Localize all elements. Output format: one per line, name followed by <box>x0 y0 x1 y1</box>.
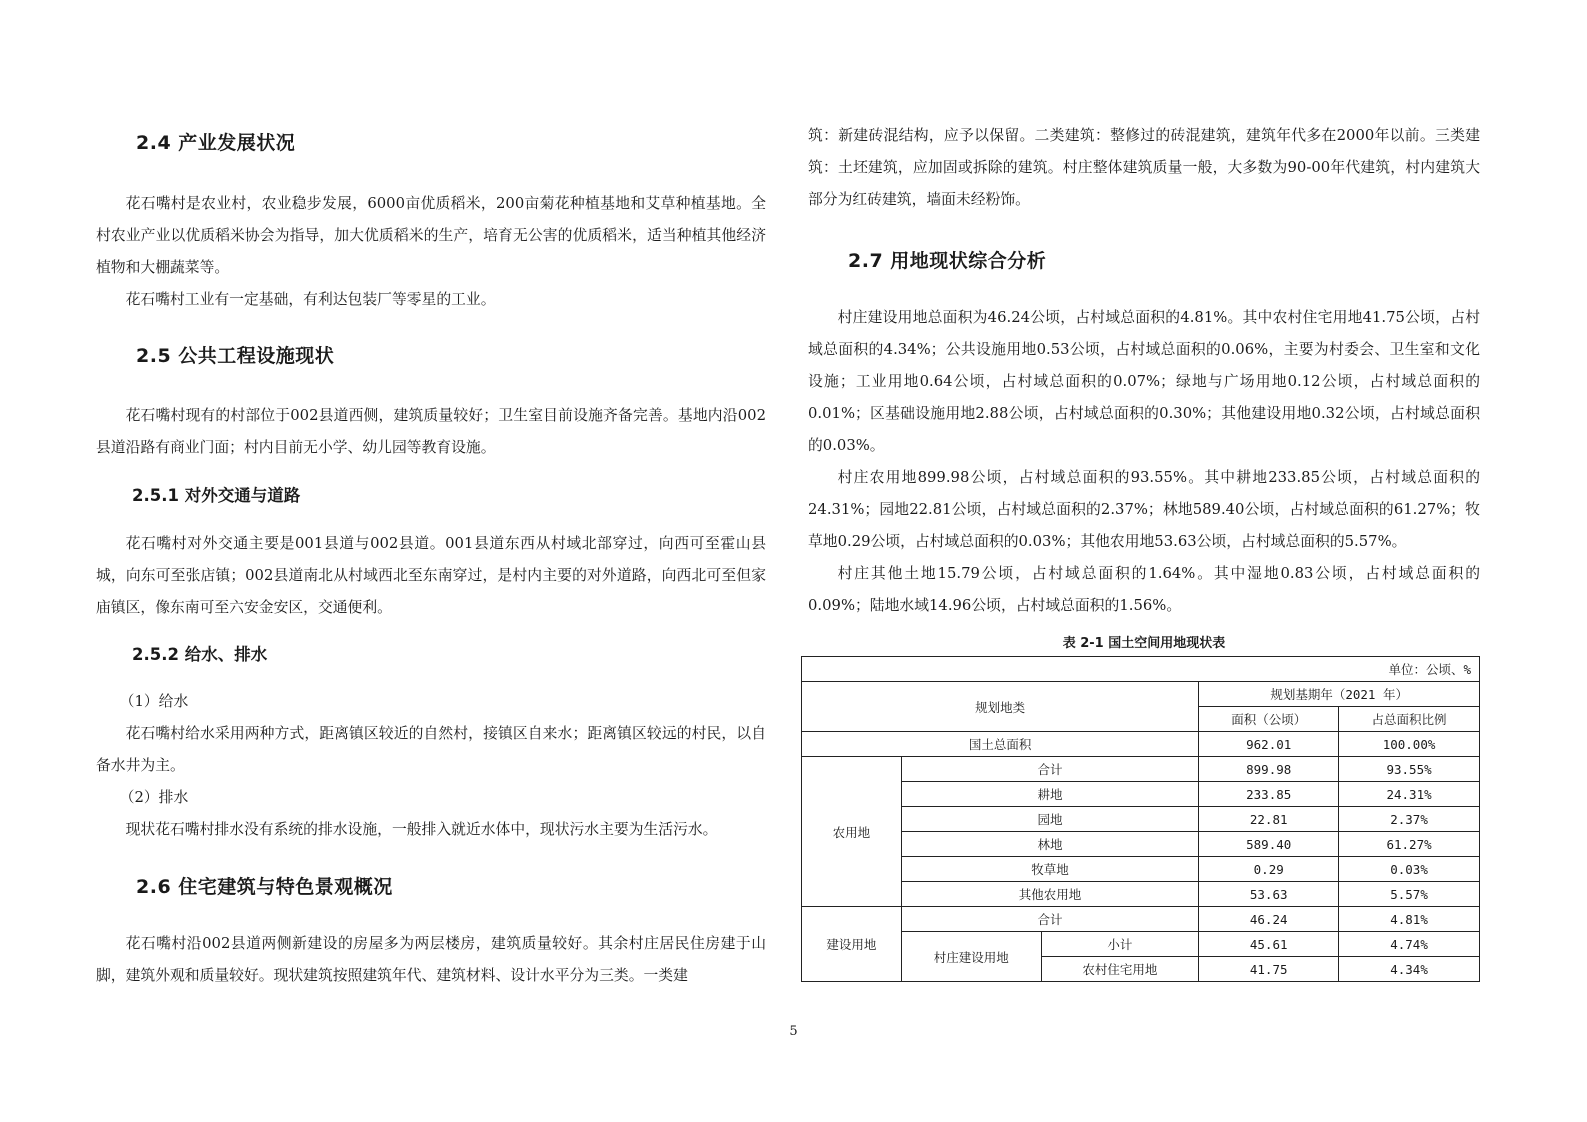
cell-ratio: 24.31% <box>1339 782 1480 807</box>
cell-ratio: 4.81% <box>1339 907 1480 932</box>
section-2-7-paragraph-2: 村庄农用地899.98公顷，占村域总面积的93.55%。其中耕地233.85公顷，占村域总面积的24.31%；园地22.81公顷，占村域总面积的2.37%；林地589.40公顷，占村域总面积的61.27%；牧草地0.29公顷，占村域总面积的0.03%；其他农用地53.63公顷，占村域总面积的5.57%。 <box>808 469 1480 550</box>
section-2-4-paragraph-1: 花石嘴村是农业村，农业稳步发展，6000亩优质稻米，200亩菊花种植基地和艾草种植基地。全村农业产业以优质稻米协会为指导，加大优质稻米的生产，培育无公害的优质稻米，适当种植其他经济植物和大棚蔬菜等。 <box>96 195 766 276</box>
section-2-4-title: 2.4 产业发展状况 <box>136 132 296 154</box>
cell-label: 林地 <box>901 832 1198 857</box>
section-2-5-1-title: 2.5.1 对外交通与道路 <box>132 486 301 505</box>
cell-ratio: 100.00% <box>1339 732 1480 757</box>
table-row <box>802 857 1480 882</box>
cell-label: 耕地 <box>901 782 1198 807</box>
drainage-subtitle: （2）排水 <box>119 789 189 806</box>
table-row <box>802 932 1480 957</box>
table-row <box>802 782 1480 807</box>
subgroup-village-construction-land: 村庄建设用地 <box>901 932 1041 982</box>
section-2-5-paragraph-1: 花石嘴村现有的村部位于002县道西侧，建筑质量较好；卫生室目前设施齐备完善。基地内沿002县道沿路有商业门面；村内目前无小学、幼儿园等教育设施。 <box>96 407 766 456</box>
section-2-6-title: 2.6 住宅建筑与特色景观概况 <box>136 876 393 898</box>
cell-ratio: 0.03% <box>1339 857 1480 882</box>
section-2-4-paragraph-2: 花石嘴村工业有一定基础，有利达包装厂等零星的工业。 <box>125 291 496 308</box>
table-unit: 单位：公顷、% <box>802 657 1480 682</box>
water-supply-paragraph: 花石嘴村给水采用两种方式，距离镇区较近的自然村，接镇区自来水；距离镇区较远的村民，以自备水井为主。 <box>96 725 766 774</box>
cell-label: 其他农用地 <box>901 882 1198 907</box>
page-number: 5 <box>789 1024 798 1039</box>
section-2-5-title: 2.5 公共工程设施现状 <box>136 345 335 367</box>
section-2-7-title: 2.7 用地现状综合分析 <box>848 250 1047 272</box>
cell-label: 小计 <box>1041 932 1199 957</box>
table-row <box>802 682 1480 707</box>
cell-area: 0.29 <box>1199 857 1339 882</box>
header-category: 规划地类 <box>802 682 1199 732</box>
cell-area: 53.63 <box>1199 882 1339 907</box>
section-2-5-1-paragraph-1: 花石嘴村对外交通主要是001县道与002县道。001县道东西从村域北部穿过，向西可至霍山县城，向东可至张店镇；002县道南北从村域西北至东南穿过，是村内主要的对外道路，向西北可至但家庙镇区，像东南可至六安金安区，交通便利。 <box>96 535 766 616</box>
table-row <box>802 657 1480 682</box>
header-area: 面积（公顷） <box>1199 707 1339 732</box>
cell-ratio: 61.27% <box>1339 832 1480 857</box>
cell-label: 牧草地 <box>901 857 1198 882</box>
cell-area: 233.85 <box>1199 782 1339 807</box>
group-agricultural-land: 农用地 <box>802 757 902 907</box>
table-row <box>802 832 1480 857</box>
cell-area: 589.40 <box>1199 832 1339 857</box>
cell-ratio: 4.34% <box>1339 957 1480 982</box>
cell-ratio: 5.57% <box>1339 882 1480 907</box>
cell-area: 962.01 <box>1199 732 1339 757</box>
cell-label: 合计 <box>901 757 1198 782</box>
table-row <box>802 757 1480 782</box>
group-construction-land: 建设用地 <box>802 907 902 982</box>
cell-ratio: 2.37% <box>1339 807 1480 832</box>
table-caption: 表 2-1 国土空间用地现状表 <box>1062 636 1226 651</box>
drainage-paragraph: 现状花石嘴村排水没有系统的排水设施，一般排入就近水体中，现状污水主要为生活污水。 <box>125 821 718 838</box>
section-2-7-paragraph-1: 村庄建设用地总面积为46.24公顷，占村域总面积的4.81%。其中农村住宅用地41.75公顷，占村域总面积的4.34%；公共设施用地0.53公顷，占村域总面积的0.06%，主要为村委会、卫生室和文化设施；工业用地0.64公顷，占村域总面积的0.07%；绿地与广场用地0.12公顷，占村域总面积的0.01%；区基础设施用地2.88公顷，占村域总面积的0.30%；其他建设用地0.32公顷，占村域总面积的0.03%。 <box>808 309 1480 454</box>
table-row <box>802 732 1480 757</box>
section-2-7-paragraph-3: 村庄其他土地15.79公顷，占村域总面积的1.64%。其中湿地0.83公顷，占村域总面积的0.09%；陆地水域14.96公顷，占村域总面积的1.56%。 <box>808 565 1480 614</box>
cell-area: 22.81 <box>1199 807 1339 832</box>
section-2-6-paragraph-1: 花石嘴村沿002县道两侧新建设的房屋多为两层楼房，建筑质量较好。其余村庄居民住房建于山脚，建筑外观和质量较好。现状建筑按照建筑年代、建筑材料、设计水平分为三类。一类建 <box>96 935 766 984</box>
cell-label: 农村住宅用地 <box>1041 957 1199 982</box>
cell-area: 46.24 <box>1199 907 1339 932</box>
header-ratio: 占总面积比例 <box>1339 707 1480 732</box>
cell-area: 899.98 <box>1199 757 1339 782</box>
table-row <box>802 907 1480 932</box>
cell-ratio: 93.55% <box>1339 757 1480 782</box>
table-row <box>802 807 1480 832</box>
cell-ratio: 4.74% <box>1339 932 1480 957</box>
water-supply-subtitle: （1）给水 <box>119 693 189 710</box>
cell-area: 45.61 <box>1199 932 1339 957</box>
cell-area: 41.75 <box>1199 957 1339 982</box>
cell-label: 国土总面积 <box>802 732 1199 757</box>
table-row <box>802 882 1480 907</box>
section-2-6-continued: 筑：新建砖混结构，应予以保留。二类建筑：整修过的砖混建筑，建筑年代多在2000年以前。三类建筑：土坯建筑，应加固或拆除的建筑。村庄整体建筑质量一般，大多数为90-00年代建筑，村内建筑大部分为红砖建筑，墙面未经粉饰。 <box>808 127 1480 208</box>
cell-label: 园地 <box>901 807 1198 832</box>
land-use-table <box>801 656 1480 982</box>
header-base-year: 规划基期年（2021 年） <box>1199 682 1480 707</box>
cell-label: 合计 <box>901 907 1198 932</box>
section-2-5-2-title: 2.5.2 给水、排水 <box>132 645 268 664</box>
